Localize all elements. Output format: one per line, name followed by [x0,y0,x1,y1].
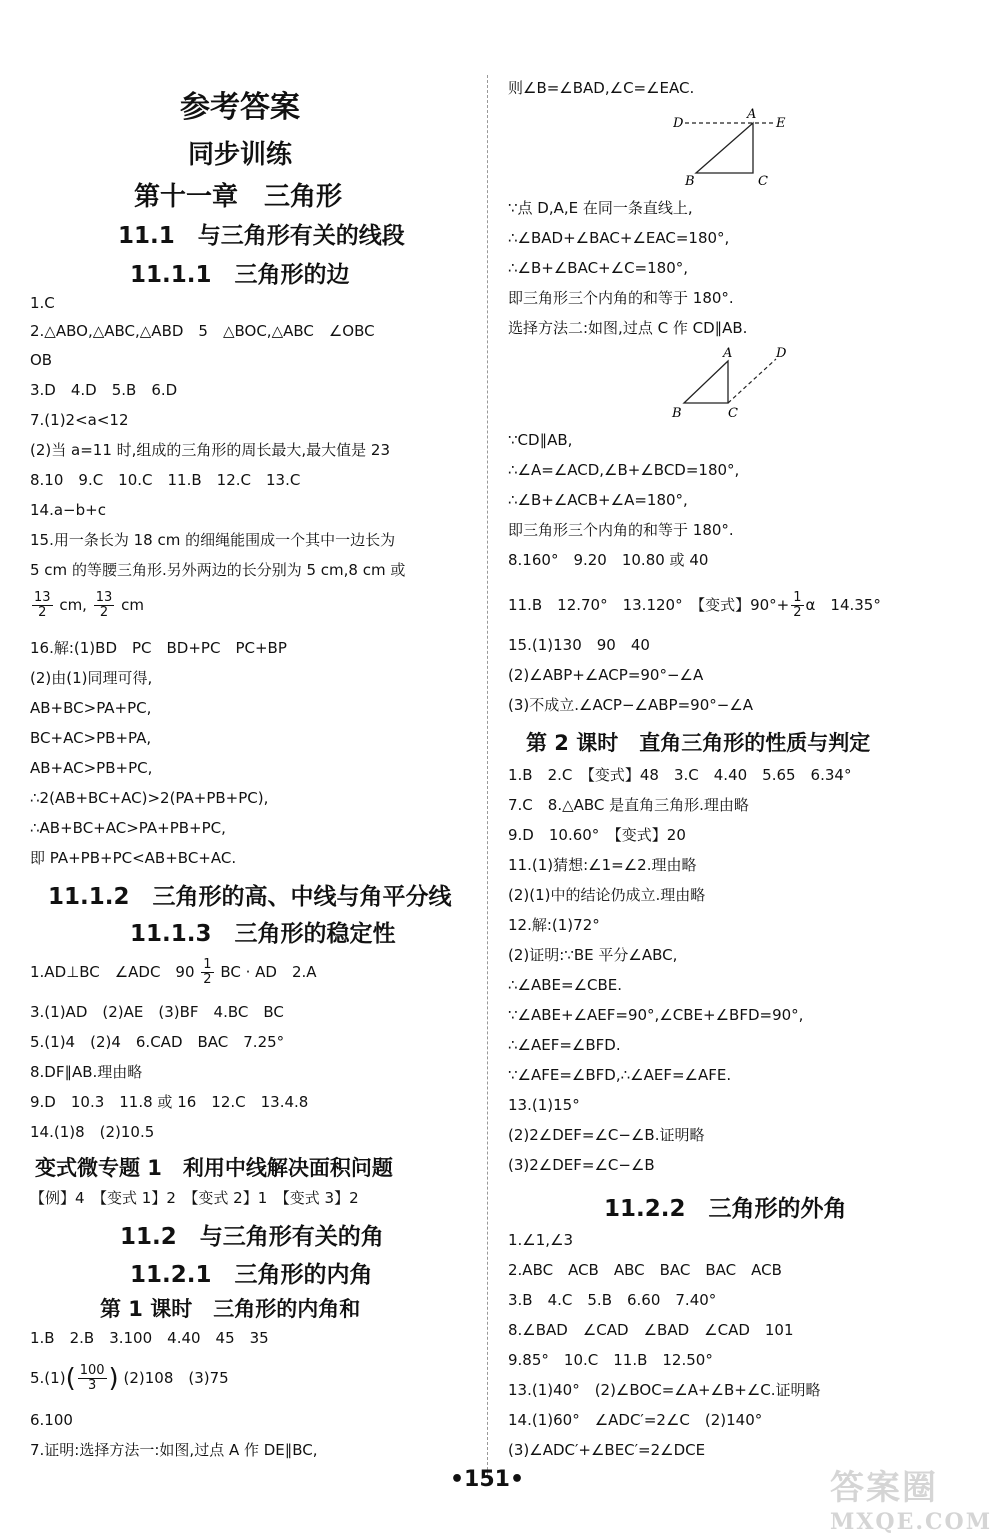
triangle-abc [696,123,753,173]
answer-line: 【例】4 【变式 1】2 【变式 2】1 【变式 3】2 [30,1189,359,1207]
section-11-1-2: 11.1.2 三角形的高、中线与角平分线 [48,884,452,910]
answer-line: 9.85° 10.C 11.B 12.50° [508,1351,713,1369]
answer-line: 7.证明:选择方法一:如图,过点 A 作 DE∥BC, [30,1441,318,1459]
answer-line: $\frac{13}{2}$ cm, $\frac{13}{2}$ cm [34,590,144,620]
label-d: D [776,346,787,361]
watermark-url: MXQE.COM [830,1509,993,1535]
answer-line: ∵∠ABE+∠AEF=90°,∠CBE+∠BFD=90°, [508,1006,804,1024]
label-e: E [776,116,786,131]
fraction: $\frac{13}{2}$ [34,590,51,620]
lesson-title: 第 2 课时 直角三角形的性质与判定 [526,731,871,755]
answer-line: 选择方法二:如图,过点 C 作 CD∥AB. [508,319,748,337]
answer-line: 5 cm 的等腰三角形.另外两边的长分别为 5 cm,8 cm 或 [30,561,406,579]
lesson-title: 第 1 课时 三角形的内角和 [100,1297,361,1321]
dashed-line-cd [728,359,776,403]
label-a: A [747,107,757,122]
answer-line: 2.△ABO,△ABC,△ABD 5 △BOC,△ABC ∠OBC [30,322,375,340]
answer-line: 1.AD⊥BC ∠ADC 90 $\frac{1}{2}$ BC · AD 2.A [30,957,317,987]
label-a: A [723,346,733,361]
chapter-title: 第十一章 三角形 [134,182,343,212]
answer-line: 8.160° 9.20 10.80 或 40 [508,551,709,569]
answer-line: 13.(1)15° [508,1096,580,1114]
answer-line: 14.a−b+c [30,501,106,519]
section-11-2: 11.2 与三角形有关的角 [120,1224,384,1250]
answer-line: (2)当 a=11 时,组成的三角形的周长最大,最大值是 23 [30,441,391,459]
answer-line: 14.(1)8 (2)10.5 [30,1123,155,1141]
section-11-1: 11.1 与三角形有关的线段 [118,223,405,249]
subtitle: 同步训练 [188,140,293,170]
answer-line: 1.B 2.C 【变式】48 3.C 4.40 5.65 6.34° [508,766,852,784]
section-11-1-1: 11.1.1 三角形的边 [130,262,350,288]
answer-line: 2.ABC ACB ABC BAC BAC ACB [508,1261,782,1279]
fraction: $\frac{13}{2}$ [95,590,113,620]
label-b: B [685,174,695,189]
answer-line: ∵点 D,A,E 在同一条直线上, [508,199,693,217]
answer-line: (2)由(1)同理可得, [30,669,153,687]
answer-line: ∴∠B+∠ACB+∠A=180°, [508,491,688,509]
label-d: D [673,116,684,131]
answer-line: (3)不成立.∠ACP−∠ABP=90°−∠A [508,696,754,714]
answer-line: 即三角形三个内角的和等于 180°. [508,289,734,307]
answer-line: 1.∠1,∠3 [508,1231,574,1249]
watermark-text: 答案圈 [830,1468,938,1508]
answer-line: ∴∠BAD+∠BAC+∠EAC=180°, [508,229,730,247]
answer-line: 9.D 10.60° 【变式】20 [508,826,686,844]
label-c: C [728,406,738,421]
fraction: $\frac{1}{2}$ [203,957,212,987]
page-title: 参考答案 [180,90,300,125]
answer-line: 14.(1)60° ∠ADC′=2∠C (2)140° [508,1411,763,1429]
answer-line: 15.用一条长为 18 cm 的细绳能围成一个其中一边长为 [30,531,396,549]
answer-line: 1.B 2.B 3.100 4.40 45 35 [30,1329,269,1347]
answer-line: 11.(1)猜想:∠1=∠2.理由略 [508,856,697,874]
answer-line: ∴∠AEF=∠BFD. [508,1036,621,1054]
answer-line: 7.(1)2<a<12 [30,411,129,429]
answer-line: AB+AC>PB+PC, [30,759,153,777]
answer-line: 11.B 12.70° 13.120° 【变式】90°+ $\frac{1}{2}$ α 14.35° [508,590,881,620]
answer-line: (3)∠ADC′+∠BEC′=2∠DCE [508,1441,706,1459]
fraction: $\frac{100}{3}$ [79,1363,105,1393]
answer-line: 1.C [30,294,55,312]
answer-line: 8.∠BAD ∠CAD ∠BAD ∠CAD 101 [508,1321,794,1339]
figure-triangle-method-2 [668,345,808,425]
answer-line: 9.D 10.3 11.8 或 16 12.C 13.4.8 [30,1093,309,1111]
watermark-logo [830,1460,993,1535]
answer-line: BC+AC>PB+PA, [30,729,152,747]
answer-line: 3.(1)AD (2)AE (3)BF 4.BC BC [30,1003,284,1021]
answer-line: ∴∠ABE=∠CBE. [508,976,623,994]
answer-line: (2)2∠DEF=∠C−∠B.证明略 [508,1126,705,1144]
answer-line: 则∠B=∠BAD,∠C=∠EAC. [508,79,695,97]
answer-line: ∵∠AFE=∠BFD,∴∠AEF=∠AFE. [508,1066,732,1084]
section-11-2-1: 11.2.1 三角形的内角 [130,1262,373,1288]
answer-line: 16.解:(1)BD PC BD+PC PC+BP [30,639,287,657]
answer-line: 5.(1)( $\frac{100}{3}$ ) (2)108 (3)75 [30,1363,229,1394]
answer-line: 12.解:(1)72° [508,916,600,934]
answer-line: ∴AB+BC+AC>PA+PB+PC, [30,819,226,837]
answer-line: AB+BC>PA+PC, [30,699,152,717]
answer-line: 8.10 9.C 10.C 11.B 12.C 13.C [30,471,301,489]
page-number: •151• [450,1467,525,1492]
answer-line: (2)∠ABP+∠ACP=90°−∠A [508,666,704,684]
answer-line: ∴∠A=∠ACD,∠B+∠BCD=180°, [508,461,740,479]
answer-line: ∵CD∥AB, [508,431,573,449]
triangle-abc [684,361,728,403]
answer-line: 即 PA+PB+PC<AB+BC+AC. [30,849,237,867]
answer-line: 7.C 8.△ABC 是直角三角形.理由略 [508,796,749,814]
answer-line: 13.(1)40° (2)∠BOC=∠A+∠B+∠C.证明略 [508,1381,821,1399]
section-11-2-2: 11.2.2 三角形的外角 [604,1196,847,1222]
answer-line: 3.B 4.C 5.B 6.60 7.40° [508,1291,717,1309]
answer-line: ∴2(AB+BC+AC)>2(PA+PB+PC), [30,789,269,807]
answer-line: ∴∠B+∠BAC+∠C=180°, [508,259,689,277]
topic-title: 变式微专题 1 利用中线解决面积问题 [35,1156,393,1180]
answer-line: (3)2∠DEF=∠C−∠B [508,1156,655,1174]
answer-line: 即三角形三个内角的和等于 180°. [508,521,734,539]
figure-triangle-method-1 [673,105,813,190]
answer-line: OB [30,351,53,369]
answer-line: 6.100 [30,1411,73,1429]
column-divider [487,75,488,1475]
label-c: C [758,174,768,189]
answer-line: 5.(1)4 (2)4 6.CAD BAC 7.25° [30,1033,285,1051]
answer-line: 8.DF∥AB.理由略 [30,1063,143,1081]
section-11-1-3: 11.1.3 三角形的稳定性 [130,921,396,947]
answer-line: (2)(1)中的结论仍成立.理由略 [508,886,706,904]
fraction: $\frac{1}{2}$ [793,590,802,620]
answer-line: 3.D 4.D 5.B 6.D [30,381,178,399]
answer-line: (2)证明:∵BE 平分∠ABC, [508,946,678,964]
label-b: B [672,406,682,421]
answer-line: 15.(1)130 90 40 [508,636,650,654]
